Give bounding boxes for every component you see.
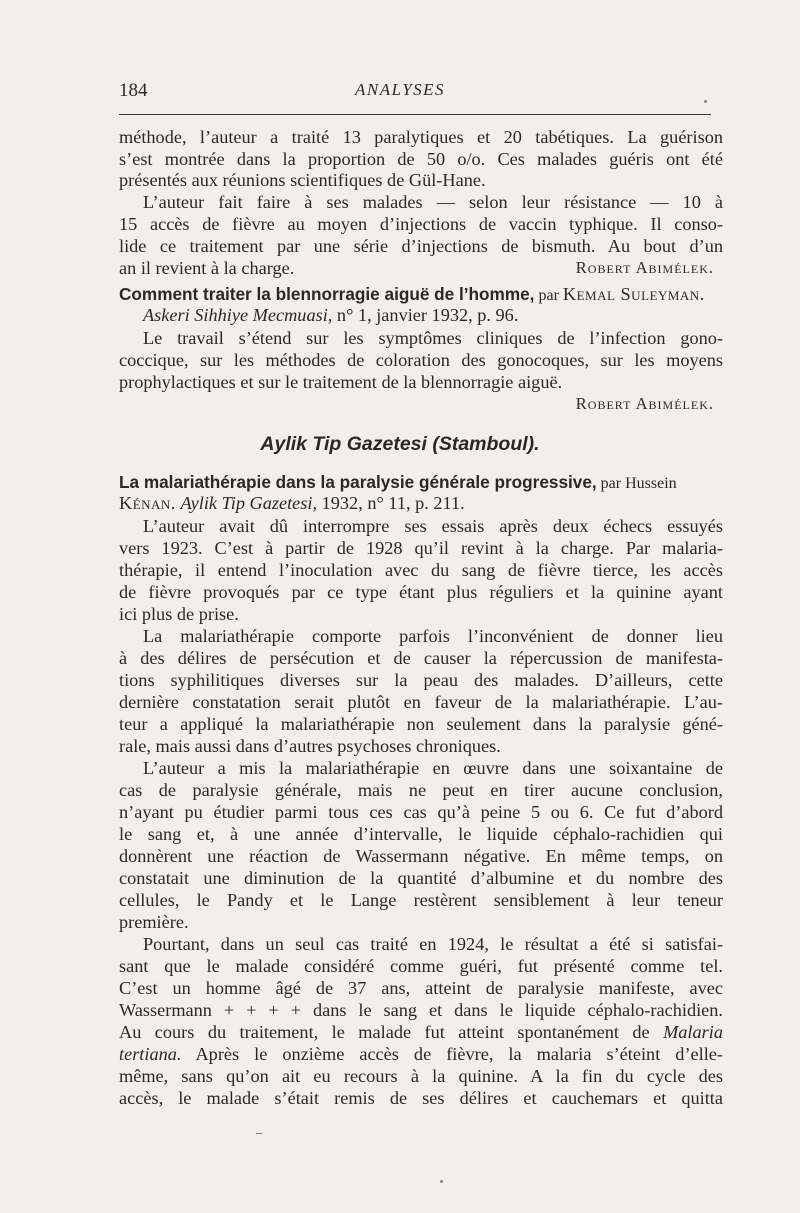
signature: Robert Abimélek. — [575, 258, 714, 277]
article-reference — [119, 491, 723, 515]
text-line: vers 1923. C’est à partir de 1928 qu’il revint à la charge. Par malaria- — [119, 538, 723, 558]
header-rule — [119, 114, 711, 115]
article-author: Kemal Suleyman. — [562, 284, 705, 304]
text-line — [119, 1020, 723, 1044]
text-line: L’auteur a mis la malariathérapie en œuvre dans une soixantaine de — [143, 758, 723, 778]
italic-term: tertiana. — [119, 1044, 182, 1064]
text-line: Pourtant, dans un seul cas traité en 1924, le résultat a été si satisfai- — [143, 934, 723, 954]
text-line: constatait une diminution de la quantité d’albumine et du nombre des — [119, 868, 723, 888]
text-line: ici plus de prise. — [119, 604, 239, 624]
section-heading: Aylik Tip Gazetesi (Stamboul). — [260, 433, 540, 455]
journal-ref: 1932, n° 11, p. 211. — [317, 493, 465, 513]
text-line: prophylactiques et sur le traitement de la blennorragie aiguë. — [119, 372, 563, 392]
print-speck — [440, 1180, 443, 1183]
text-line: tions syphilitiques diverses sur la peau des malades. D’ailleurs, cette — [119, 670, 723, 690]
text-line: sant que le malade considéré comme guéri, fut présenté comme tel. — [119, 956, 723, 976]
article-by: par — [534, 287, 563, 304]
text-line: présentés aux réunions scientifiques de Gül-Hane. — [119, 170, 486, 190]
text-line: coccique, sur les méthodes de coloration des gonocoques, sur les moyens — [119, 350, 723, 370]
text-line: Wassermann + + + + dans le sang et dans le liquide céphalo-rachidien. — [119, 1000, 723, 1020]
text-line — [119, 1042, 723, 1066]
text-line: L’auteur fait faire à ses malades — selon leur résistance — 10 à — [143, 192, 723, 212]
text-line: L’auteur avait dû interrompre ses essais après deux échecs essuyés — [143, 516, 723, 536]
text-line: accès, le malade s’était remis de ses délires et cauchemars et quitta — [119, 1088, 723, 1108]
text-line: C’est un homme âgé de 37 ans, atteint de paralysie manifeste, avec — [119, 978, 723, 998]
text-line: lide ce traitement par une série d’injections de bismuth. Au bout d’un — [119, 236, 723, 256]
italic-term: Malaria — [663, 1022, 723, 1042]
text-line: donnèrent une réaction de Wassermann négative. En même temps, on — [119, 846, 723, 866]
text-line: rale, mais aussi dans d’autres psychoses chroniques. — [119, 736, 501, 756]
text-line: s’est montrée dans la proportion de 50 o/o. Ces malades guéris ont été — [119, 149, 723, 169]
article-by: par — [596, 475, 626, 492]
text-line: 15 accès de fièvre au moyen d’injections de vaccin typhique. Il conso- — [119, 214, 723, 234]
text-line: cellules, le Pandy et le Lange restèrent sensiblement à leur teneur — [119, 890, 723, 910]
text-line: de fièvre provoqués par ce type étant plus réguliers et la quinine ayant — [119, 582, 723, 602]
text-line: an il revient à la charge. — [119, 258, 295, 278]
text-line: première. — [119, 912, 189, 932]
text-line: La malariathérapie comporte parfois l’inconvénient de donner lieu — [143, 626, 723, 646]
article-author: Hussein — [625, 475, 677, 492]
article-title: Comment traiter la blennorragie aiguë de l’homme, — [119, 284, 535, 304]
text-line: Le travail s’étend sur les symptômes cliniques de l’infection gono- — [143, 328, 723, 348]
article-title: La malariathérapie dans la paralysie générale progressive, — [119, 472, 597, 492]
running-title: ANALYSES — [354, 80, 446, 99]
page-number: 184 — [119, 80, 148, 101]
journal-name: Aylik Tip Gazetesi, — [180, 493, 318, 513]
print-speck — [704, 100, 707, 103]
signature: Robert Abimélek. — [575, 394, 714, 413]
text-line: teur a appliqué la malariathérapie non seulement dans la paralysie géné- — [119, 714, 723, 734]
print-mark — [256, 1133, 262, 1134]
article-reference — [119, 303, 723, 327]
text-line: même, sans qu’on ait eu recours à la quinine. A la fin du cycle des — [119, 1066, 723, 1086]
journal-ref: n° 1, janvier 1932, p. 96. — [332, 305, 519, 325]
text-line: n’ayant pu étudier parmi tous ces cas qu’à peine 5 ou 6. Ce fut d’abord — [119, 802, 723, 822]
journal-name: Askeri Sihhiye Mecmuasi, — [143, 305, 333, 325]
text-run: Après le onzième accès de fièvre, la malaria s’éteint d’elle- — [181, 1044, 723, 1064]
text-run: Au cours du traitement, le malade fut atteint spontanément de — [119, 1022, 664, 1042]
text-line: à des délires de persécution et de causer la répercussion de manifesta- — [119, 648, 723, 668]
text-line: méthode, l’auteur a traité 13 paralytiques et 20 tabétiques. La guérison — [119, 127, 723, 147]
text-line: le sang et, à une année d’intervalle, le liquide céphalo-rachidien qui — [119, 824, 723, 844]
text-line: thérapie, il entend l’inoculation avec du sang de fièvre tierce, les accès — [119, 560, 723, 580]
text-line: cas de paralysie générale, mais ne peut en tirer aucune conclusion, — [119, 780, 723, 800]
text-line: dernière constatation serait plutôt en faveur de la malariathérapie. L’au- — [119, 692, 723, 712]
article-author-cont: Kénan. — [119, 493, 176, 513]
